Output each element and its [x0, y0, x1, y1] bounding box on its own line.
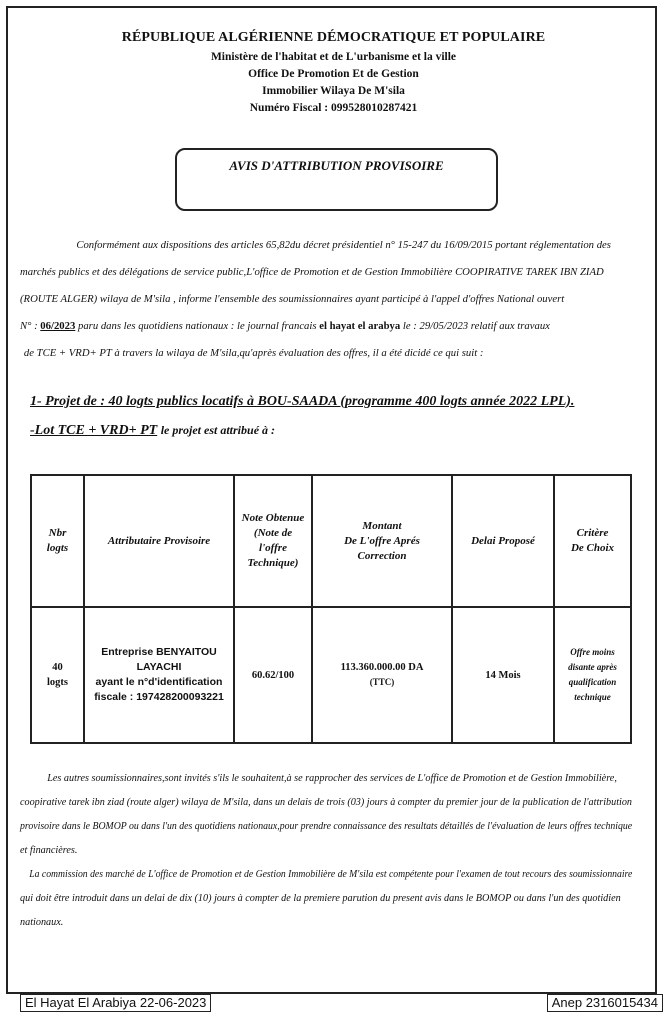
intro-line-2: marchés publics et des délégations de service public,L'office de Promotion et de Gestion Immobilière COOPIRATIVE TAREK IBN ZIAD: [20, 266, 604, 278]
header-critere-l2: De Choix: [570, 542, 615, 554]
lot-line: [30, 423, 275, 439]
header-note-l3: Technique): [247, 557, 299, 569]
table-header-row: [31, 475, 631, 607]
cell-critere-l4: technique: [574, 692, 611, 702]
closing-line-2: coopirative tarek ibn ziad (route alger) wilaya de M'sila, dans un delais de trois (03) jours à compter du premier jour de la publication de l'attribution: [20, 797, 632, 808]
header-attributaire-l1: Attributaire Provisoire: [107, 534, 211, 547]
header-nbr: [31, 475, 84, 607]
ministry-line: Ministère de l'habitat et de L'urbanisme et la ville: [210, 51, 457, 63]
header-nbr-l2: logts: [46, 542, 69, 554]
header-nbr-l1: Nbr: [48, 527, 67, 539]
closing-line-3: provisoire dans le BOMOP ou dans l'un des quotidiens nationaux,pour prendre connaissance des resultats détaillés de l'évaluation de leurs offres technique: [20, 821, 633, 832]
closing-line-1: Les autres soumissionnaires,sont invités s'ils le souhaitent,à se rapprocher des services de L'office de Promotion et de Gestion Immobilière,: [47, 773, 617, 784]
cell-attributaire: [84, 607, 234, 743]
journal-name: el hayat el arabya: [319, 320, 401, 332]
lot-rest: le projet est attribué à :: [160, 423, 276, 437]
header-note-l2: (Note de l'offre: [253, 527, 293, 554]
closing-line-4: et financières.: [20, 845, 78, 856]
cell-critere-l3: qualification: [568, 677, 617, 687]
header-critere-l1: Critère: [576, 527, 609, 539]
cell-note-value: 60.62/100: [251, 669, 295, 681]
intro-line-4: [20, 319, 632, 346]
lot-name: -Lot TCE + VRD+ PT: [30, 423, 158, 438]
office-line: Office De Promotion Et de Gestion: [248, 68, 419, 80]
cell-delai: [452, 607, 554, 743]
intro-line-5: de TCE + VRD+ PT à travers la wilaya de M'sila,qu'après évaluation des offres, il a été dicidé ce qui suit :: [23, 347, 484, 359]
cell-attributaire-l1: Entreprise BENYAITOU: [101, 646, 217, 658]
closing-line-7: nationaux.: [20, 917, 64, 928]
intro-line-4-mid: paru dans les quotidiens nationaux : le journal francais: [77, 320, 317, 332]
header-attributaire: [84, 475, 234, 607]
header-montant-l3: Correction: [357, 549, 407, 562]
tender-number: 06/2023: [40, 320, 76, 332]
cell-attributaire-l2: LAYACHI: [136, 661, 182, 673]
cell-nbr-l1: 40: [52, 662, 63, 673]
cell-montant-ttc: (TTC): [369, 677, 395, 687]
wilaya-line: Immobilier Wilaya De M'sila: [262, 85, 405, 97]
header-montant: [312, 475, 452, 607]
cell-nbr-l2: logts: [47, 677, 68, 688]
cell-montant: [312, 607, 452, 743]
cell-attributaire-l4: fiscale : 197428200093221: [94, 691, 224, 703]
table-row: [31, 607, 631, 743]
title-box: [175, 148, 498, 211]
header-delai-l1: Delai Proposé: [471, 534, 535, 547]
header-delai: [452, 475, 554, 607]
republic-title: RÉPUBLIQUE ALGÉRIENNE DÉMOCRATIQUE ET POPULAIRE: [121, 30, 546, 45]
cell-delai-value: 14 Mois: [485, 669, 521, 681]
footer-newspaper: El Hayat El Arabiya 22-06-2023: [20, 994, 211, 1012]
attribution-table: [30, 474, 632, 744]
intro-line-4-end: le : 29/05/2023 relatif aux travaux: [402, 320, 550, 332]
footer-anep-reference: Anep 2316015434: [547, 994, 663, 1012]
intro-line-1: Conformément aux dispositions des articles 65,82du décret présidentiel n° 15-247 du 16/09/2015 portant réglementation des: [76, 239, 611, 251]
cell-nbr: [31, 607, 84, 743]
header-note: [234, 475, 312, 607]
cell-critere: [554, 607, 631, 743]
fiscal-number: Numéro Fiscal : 099528010287421: [249, 102, 418, 114]
intro-paragraph: [20, 238, 650, 373]
header-montant-l1: Montant: [362, 519, 402, 532]
cell-critere-l1: Offre moins: [570, 647, 615, 657]
cell-critere-l2: disante après: [568, 662, 617, 672]
header-note-l1: Note Obtenue: [241, 512, 305, 524]
document-header: [0, 30, 667, 114]
closing-line-6: qui doit être introduit dans un delai de dix (10) jours à compter de la premiere parution du present avis dans le BOMOP ou dans l'un des quotidien: [20, 893, 621, 904]
project-title: 1- Projet de : 40 logts publics locatifs à BOU-SAADA (programme 400 logts année 2022 LPL).: [30, 394, 575, 409]
cell-montant-value: 113.360.000.00 DA: [340, 662, 424, 673]
cell-note: [234, 607, 312, 743]
closing-line-5: La commission des marché de L'office de Promotion et de Gestion Immobilière de M'sila est compétente pour l'examen de tout recours des soumissionnaire: [29, 869, 633, 880]
closing-paragraph: [20, 772, 650, 940]
intro-line-3: (ROUTE ALGER) wilaya de M'sila , informe l'ensemble des soumissionnaires ayant participé à l'appel d'offres National ouvert: [20, 293, 565, 305]
header-montant-l2: De L'offre Aprés: [344, 534, 420, 547]
tender-number-label: N° :: [20, 320, 38, 332]
cell-attributaire-l3: ayant le n°d'identification: [95, 676, 223, 688]
header-critere: [554, 475, 631, 607]
notice-title: AVIS D'ATTRIBUTION PROVISOIRE: [229, 158, 444, 173]
